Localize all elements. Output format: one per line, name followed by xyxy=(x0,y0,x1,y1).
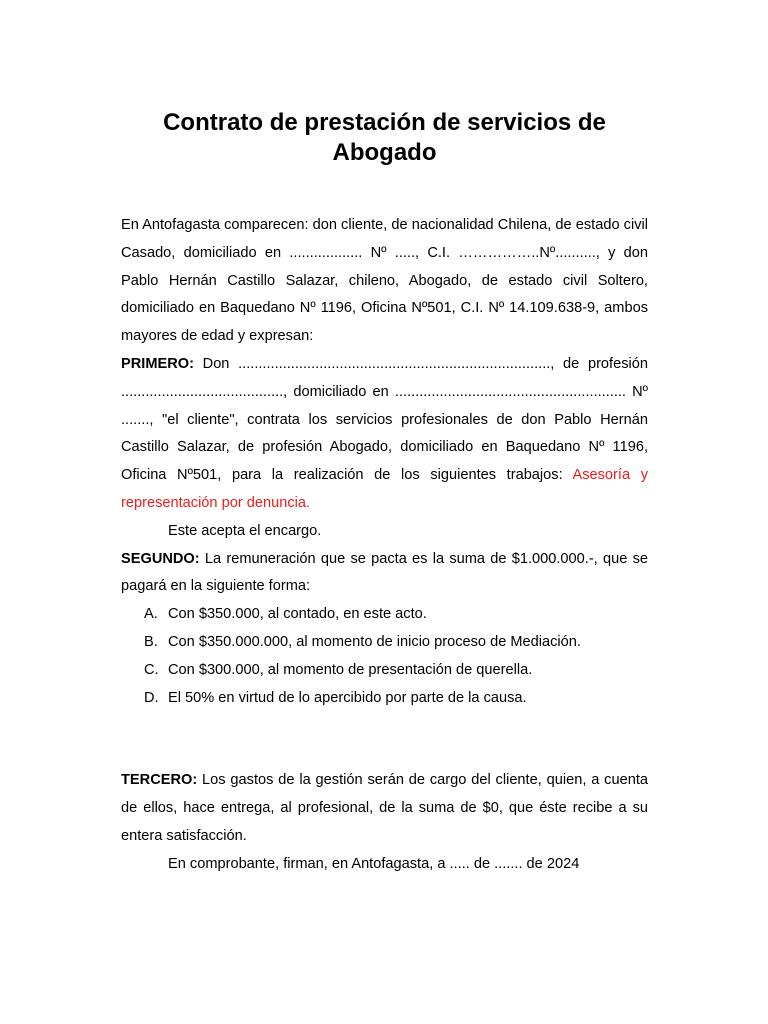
acceptance-line: Este acepta el encargo. xyxy=(168,522,322,539)
clause-primero-label: PRIMERO: xyxy=(121,355,194,372)
document-page xyxy=(121,108,648,879)
list-item xyxy=(121,601,648,629)
list-item xyxy=(121,657,648,685)
signature-line: En comprobante, firman, en Antofagasta, a ..... de ....... de 2024 xyxy=(168,855,580,872)
list-item-letter: C. xyxy=(144,661,159,678)
clause-tercero-text: Los gastos de la gestión serán de cargo del cliente, quien, a cuenta de ellos, hace entrega, al profesional, de la suma de $0, que éste recibe a su entera satisfacción. xyxy=(121,772,648,844)
clause-primero-text: Don ............................................................................., de profesión ........................................, domiciliado en ......................................................... Nº ......., "el cliente", contrata los servicios profesionales de don Pablo Hernán Castillo Salazar, de profesión Abogado, domiciliado en Baquedano Nº 1196, Oficina Nº501, para la realización de los siguientes trabajos: xyxy=(121,355,648,484)
clause-primero xyxy=(121,351,648,518)
list-item-text: El 50% en virtud de lo apercibido por parte de la causa. xyxy=(168,689,527,706)
clause-segundo-text: La remuneración que se pacta es la suma de $1.000.000.-, que se pagará en la siguiente forma: xyxy=(121,550,648,595)
payment-list xyxy=(121,601,648,712)
intro-paragraph: En Antofagasta comparecen: don cliente, de nacionalidad Chilena, de estado civil Casado, domiciliado en .................. Nº ....., C.I. ……………..Nº.........., y don Pablo Hernán Castillo Salazar, chileno, Abogado, de estado civil Soltero, domiciliado en Baquedano Nº 1196, Oficina Nº501, C.I. Nº 14.109.638-9, ambos mayores de edad y expresan: xyxy=(121,217,648,345)
clause-primero-highlight: Asesoría y representación por denuncia. xyxy=(121,467,648,511)
clause-segundo-label: SEGUNDO: xyxy=(121,550,200,567)
list-item-text: Con $350.000, al contado, en este acto. xyxy=(168,606,427,623)
clause-tercero xyxy=(121,767,648,850)
list-item-letter: B. xyxy=(144,633,158,650)
list-item xyxy=(121,685,648,713)
list-item xyxy=(121,629,648,657)
list-item-letter: A. xyxy=(144,606,158,623)
blank-space xyxy=(121,712,648,767)
clause-segundo xyxy=(121,546,648,602)
clause-tercero-label: TERCERO: xyxy=(121,772,198,789)
list-item-text: Con $350.000.000, al momento de inicio proceso de Mediación. xyxy=(168,633,581,650)
list-item-letter: D. xyxy=(144,689,159,706)
document-title: Contrato de prestación de servicios de Abogado xyxy=(163,109,606,166)
list-item-text: Con $300.000, al momento de presentación de querella. xyxy=(168,661,533,678)
